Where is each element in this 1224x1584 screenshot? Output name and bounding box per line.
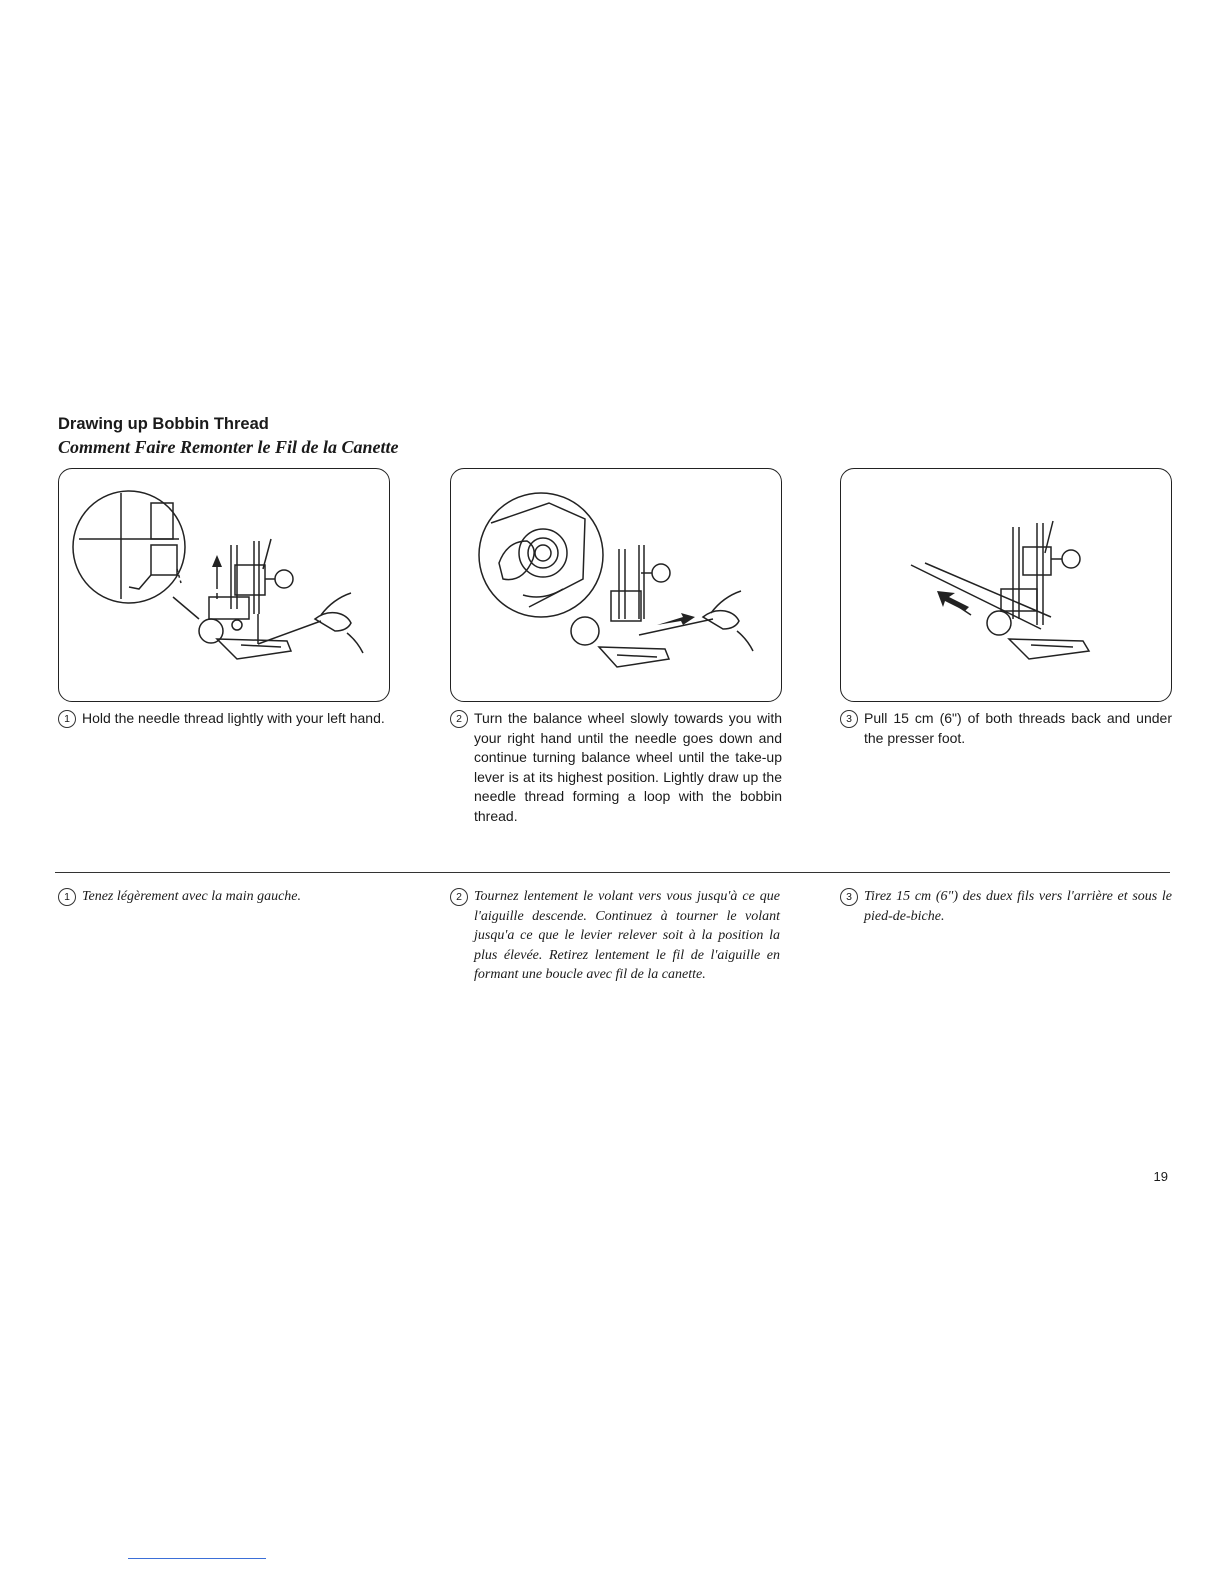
step-text: Tirez 15 cm (6") des duex fils vers l'arrière et sous le pied-de-biche.	[864, 889, 1172, 924]
step-2-en	[450, 709, 782, 827]
illustration-turn-balance-wheel	[451, 469, 781, 701]
section-divider	[55, 872, 1170, 873]
step-number-badge: 1	[58, 710, 76, 728]
step-1-en	[58, 709, 391, 729]
step-1-fr	[58, 887, 391, 907]
illustration-pull-threads	[841, 469, 1171, 701]
step-text: Hold the needle thread lightly with your left hand.	[82, 710, 385, 726]
section-title-fr: Comment Faire Remonter le Fil de la Canette	[58, 437, 399, 457]
step-number-badge: 2	[450, 888, 468, 906]
magnified-detail-circle	[73, 491, 185, 603]
step-3-en	[840, 709, 1172, 748]
step-3-fr	[840, 887, 1172, 926]
page-number: 19	[1153, 1169, 1168, 1184]
bottom-blue-line	[128, 1558, 266, 1559]
step-number-badge: 3	[840, 710, 858, 728]
step-text: Tenez légèrement avec la main gauche.	[82, 889, 302, 904]
section-title-en: Drawing up Bobbin Thread	[58, 415, 269, 433]
illustration-step-1	[58, 468, 390, 702]
step-2-fr	[450, 887, 780, 985]
step-number-badge: 2	[450, 710, 468, 728]
illustration-hold-thread	[59, 469, 389, 701]
illustration-step-2	[450, 468, 782, 702]
step-text: Tournez lentement le volant vers vous jusqu'à ce que l'aiguille descende. Continuez à tourner le volant jusqu'a ce que le levier relever soit à la position la plus élevée. Retirez lentement le fil de l'aiguille en formant une boucle avec fil de la canette.	[474, 889, 780, 983]
step-text: Turn the balance wheel slowly towards you with your right hand until the needle goes down and continue turning balance wheel until the take-up lever is at its highest position. Lightly draw up the needle thread forming a loop with the bobbin thread.	[474, 710, 782, 824]
step-text: Pull 15 cm (6") of both threads back and under the presser foot.	[864, 710, 1172, 746]
illustration-step-3	[840, 468, 1172, 702]
step-number-badge: 1	[58, 888, 76, 906]
step-number-badge: 3	[840, 888, 858, 906]
